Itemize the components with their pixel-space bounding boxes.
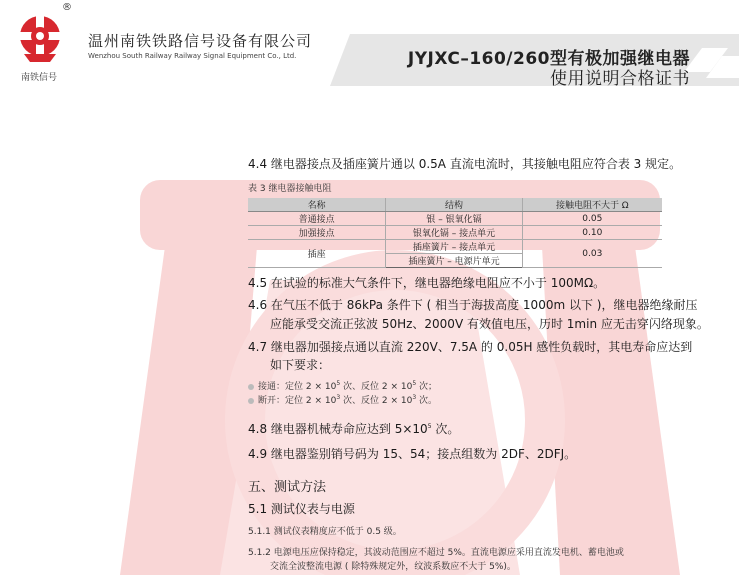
bullet-item-make: 接通：定位 $2 \times 10^5$ 次、反位 $2 \times 10^5$ 次； [248,379,437,392]
bullet-dot [248,398,254,404]
table-row [248,240,662,254]
table-cell: 插座簧片 – 电源片单元 [386,254,522,268]
table-cell: 加强接点 [248,226,386,240]
bullet-item-break: 断开：定位 $2 \times 10^3$ 次、反位 $2 \times 10^3$ 次。 [248,393,437,406]
contact-resistance-table [248,198,662,268]
registered-mark: ® [62,2,72,13]
clause-5-1-2-line2: 交流全波整流电源 ( 除特殊规定外，纹波系数应不大于 5%)。 [270,562,516,572]
table-cell: 0.03 [522,240,662,268]
table-caption: 表 3 继电器接触电阻 [248,184,332,194]
table-cell: 普通接点 [248,212,386,226]
clause-4-4: 4.4 继电器接点及插座簧片通以 0.5A 直流电流时，其接触电阻应符合表 3 规定。 [248,157,682,171]
document-title-line1: JYJXC–160/260型有极加强继电器 [407,49,690,69]
clause-4-7-line2: 如下要求： [270,358,331,372]
clause-4-8: 4.8 继电器机械寿命应达到 $5\times 10^5$ 次。 [248,422,460,436]
section-heading-5: 五、测试方法 [248,480,327,495]
clause-4-6-line1: 4.6 在气压不低于 86kPa 条件下 ( 相当于海拔高度 1000m 以下 )，继电器绝缘耐压 [248,298,698,312]
table-header: 名称 [248,198,386,212]
clause-4-7-line1: 4.7 继电器加强接点通以直流 220V、7.5A 的 0.05H 感性负载时，其电寿命应达到 [248,340,693,354]
table-row [248,212,662,226]
clause-5-1-2-line1: 5.1.2 电源电压应保持稳定，其波动范围应不超过 5%。直流电源应采用直流发电机、蓄电池或 [248,548,624,558]
document-title-line2: 使用说明合格证书 [550,69,690,89]
company-logo [14,8,74,78]
clause-4-9: 4.9 继电器鉴别销号码为 15、54；接点组数为 2DF、2DFJ。 [248,447,577,461]
clause-5-1: 5.1 测试仪表与电源 [248,502,355,516]
table-cell: 0.10 [522,226,662,240]
logo-caption: 南铁信号 [20,73,57,83]
table-row [248,226,662,240]
company-name-en: Wenzhou South Railway Railway Signal Equipment Co., Ltd. [88,52,297,60]
clause-4-5: 4.5 在试验的标准大气条件下，继电器绝缘电阻应不小于 100MΩ。 [248,276,606,290]
clause-5-1-1: 5.1.1 测试仪表精度应不低于 0.5 级。 [248,527,402,537]
bullet-dot [248,384,254,390]
table-header: 结构 [386,198,522,212]
table-cell: 插座 [248,240,386,268]
table-cell: 银氧化镉 – 接点单元 [386,226,522,240]
company-name-zh: 温州南铁铁路信号设备有限公司 [88,32,313,50]
table-cell: 0.05 [522,212,662,226]
table-cell: 插座簧片 – 接点单元 [386,240,522,254]
table-header: 接触电阻不大于 Ω [522,198,662,212]
table-header-row [248,198,662,212]
table-cell: 银 – 银氧化镉 [386,212,522,226]
clause-4-6-line2: 应能承受交流正弦波 50Hz、2000V 有效值电压，历时 1min 应无击穿闪络现象。 [270,317,709,331]
